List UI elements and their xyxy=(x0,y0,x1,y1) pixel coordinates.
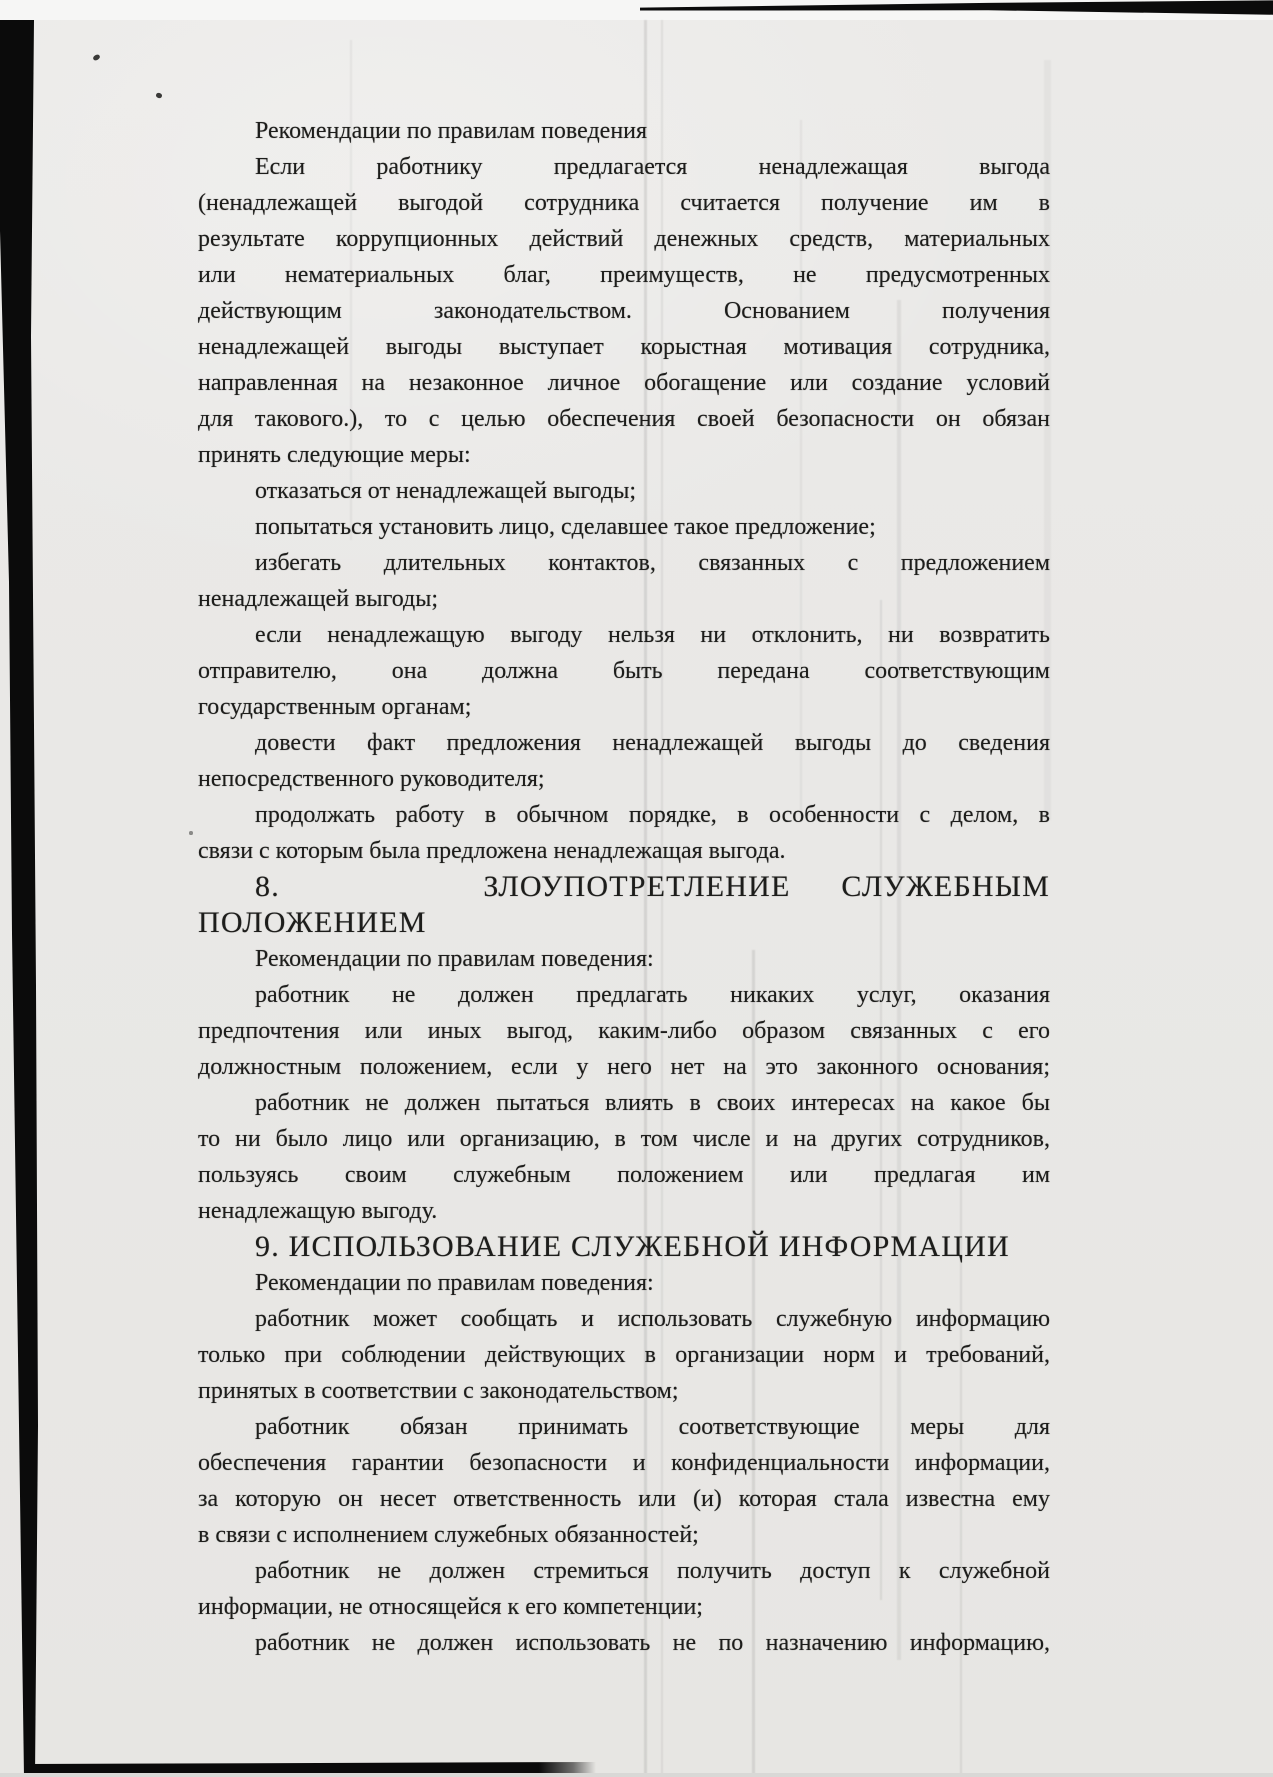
scan-speck xyxy=(92,54,101,62)
text-line: попытаться установить лицо, сделавшее такое предложение; xyxy=(255,514,876,540)
scan-bottom-shade xyxy=(0,1773,1273,1777)
text-line: то ни было лицо или организацию, в том числе и на других сотрудников, xyxy=(198,1126,1050,1152)
text-line: работник не должен стремиться получить доступ к служебной xyxy=(255,1558,1050,1584)
text-line: обеспечения гарантии безопасности и конфиденциальности информации, xyxy=(198,1450,1050,1476)
text-line: результате коррупционных действий денежных средств, материальных xyxy=(198,226,1050,252)
text-line: должностным положением, если у него нет на это законного основания; xyxy=(198,1054,1050,1080)
text-line: Рекомендации по правилам поведения: xyxy=(255,946,654,972)
text-line: принять следующие меры: xyxy=(198,442,471,468)
text-line: направленная на незаконное личное обогащение или создание условий xyxy=(198,370,1050,396)
text-line: пользуясь своим служебным положением или предлагая им xyxy=(198,1162,1050,1188)
document-text xyxy=(198,113,1050,1661)
text-line: связи с которым была предложена ненадлежащая выгода. xyxy=(198,838,786,864)
text-line: действующим законодательством. Основанием получения xyxy=(198,298,1050,324)
text-line: для такового.), то с целью обеспечения своей безопасности он обязан xyxy=(198,406,1050,432)
text-line: Если работнику предлагается ненадлежащая выгода xyxy=(255,154,1050,180)
text-line: принятых в соответствии с законодательством; xyxy=(198,1378,679,1404)
text-line: в связи с исполнением служебных обязанностей; xyxy=(198,1522,699,1548)
text-line: избегать длительных контактов, связанных с предложением xyxy=(255,550,1050,576)
scan-left-binding-band xyxy=(0,20,40,1777)
text-line: Рекомендации по правилам поведения: xyxy=(255,1270,654,1296)
text-line: продолжать работу в обычном порядке, в особенности с делом, в xyxy=(255,802,1050,828)
text-line: отказаться от ненадлежащей выгоды; xyxy=(255,478,636,504)
text-line: довести факт предложения ненадлежащей выгоды до сведения xyxy=(255,730,1050,756)
scan-speck xyxy=(189,831,193,835)
text-line: или нематериальных благ, преимуществ, не предусмотренных xyxy=(198,262,1050,288)
text-line: работник обязан принимать соответствующие меры для xyxy=(255,1414,1050,1440)
text-line: государственным органам; xyxy=(198,694,472,720)
text-line: работник может сообщать и использовать служебную информацию xyxy=(255,1306,1050,1332)
text-line: предпочтения или иных выгод, каким-либо образом связанных с его xyxy=(198,1018,1050,1044)
heading-line: 9. ИСПОЛЬЗОВАНИЕ СЛУЖЕБНОЙ ИНФОРМАЦИИ xyxy=(255,1230,1010,1263)
text-line: непосредственного руководителя; xyxy=(198,766,545,792)
text-line: Рекомендации по правилам поведения xyxy=(255,118,648,144)
text-line: если ненадлежащую выгоду нельзя ни отклонить, ни возвратить xyxy=(255,622,1050,648)
text-line: информации, не относящейся к его компетенции; xyxy=(198,1594,703,1620)
text-line: ненадлежащую выгоду. xyxy=(198,1198,438,1224)
text-line: работник не должен использовать не по назначению информацию, xyxy=(255,1630,1050,1656)
scan-speck xyxy=(155,92,162,99)
text-line: ненадлежащей выгоды; xyxy=(198,586,439,612)
text-line: за которую он несет ответственность или (и) которая стала известна ему xyxy=(198,1486,1050,1512)
text-line: отправителю, она должна быть передана соответствующим xyxy=(198,658,1050,684)
text-line: ненадлежащей выгоды выступает корыстная мотивация сотрудника, xyxy=(198,334,1050,360)
heading-line: 8. ЗЛОУПОТРЕТЛЕНИЕ СЛУЖЕБНЫМ ПОЛОЖЕНИЕМ xyxy=(198,870,1050,939)
text-line: работник не должен предлагать никаких услуг, оказания xyxy=(255,982,1050,1008)
text-line: (ненадлежащей выгодой сотрудника считается получение им в xyxy=(198,190,1050,216)
text-line: только при соблюдении действующих в организации норм и требований, xyxy=(198,1342,1050,1368)
text-line: работник не должен пытаться влиять в своих интересах на какое бы xyxy=(255,1090,1050,1116)
